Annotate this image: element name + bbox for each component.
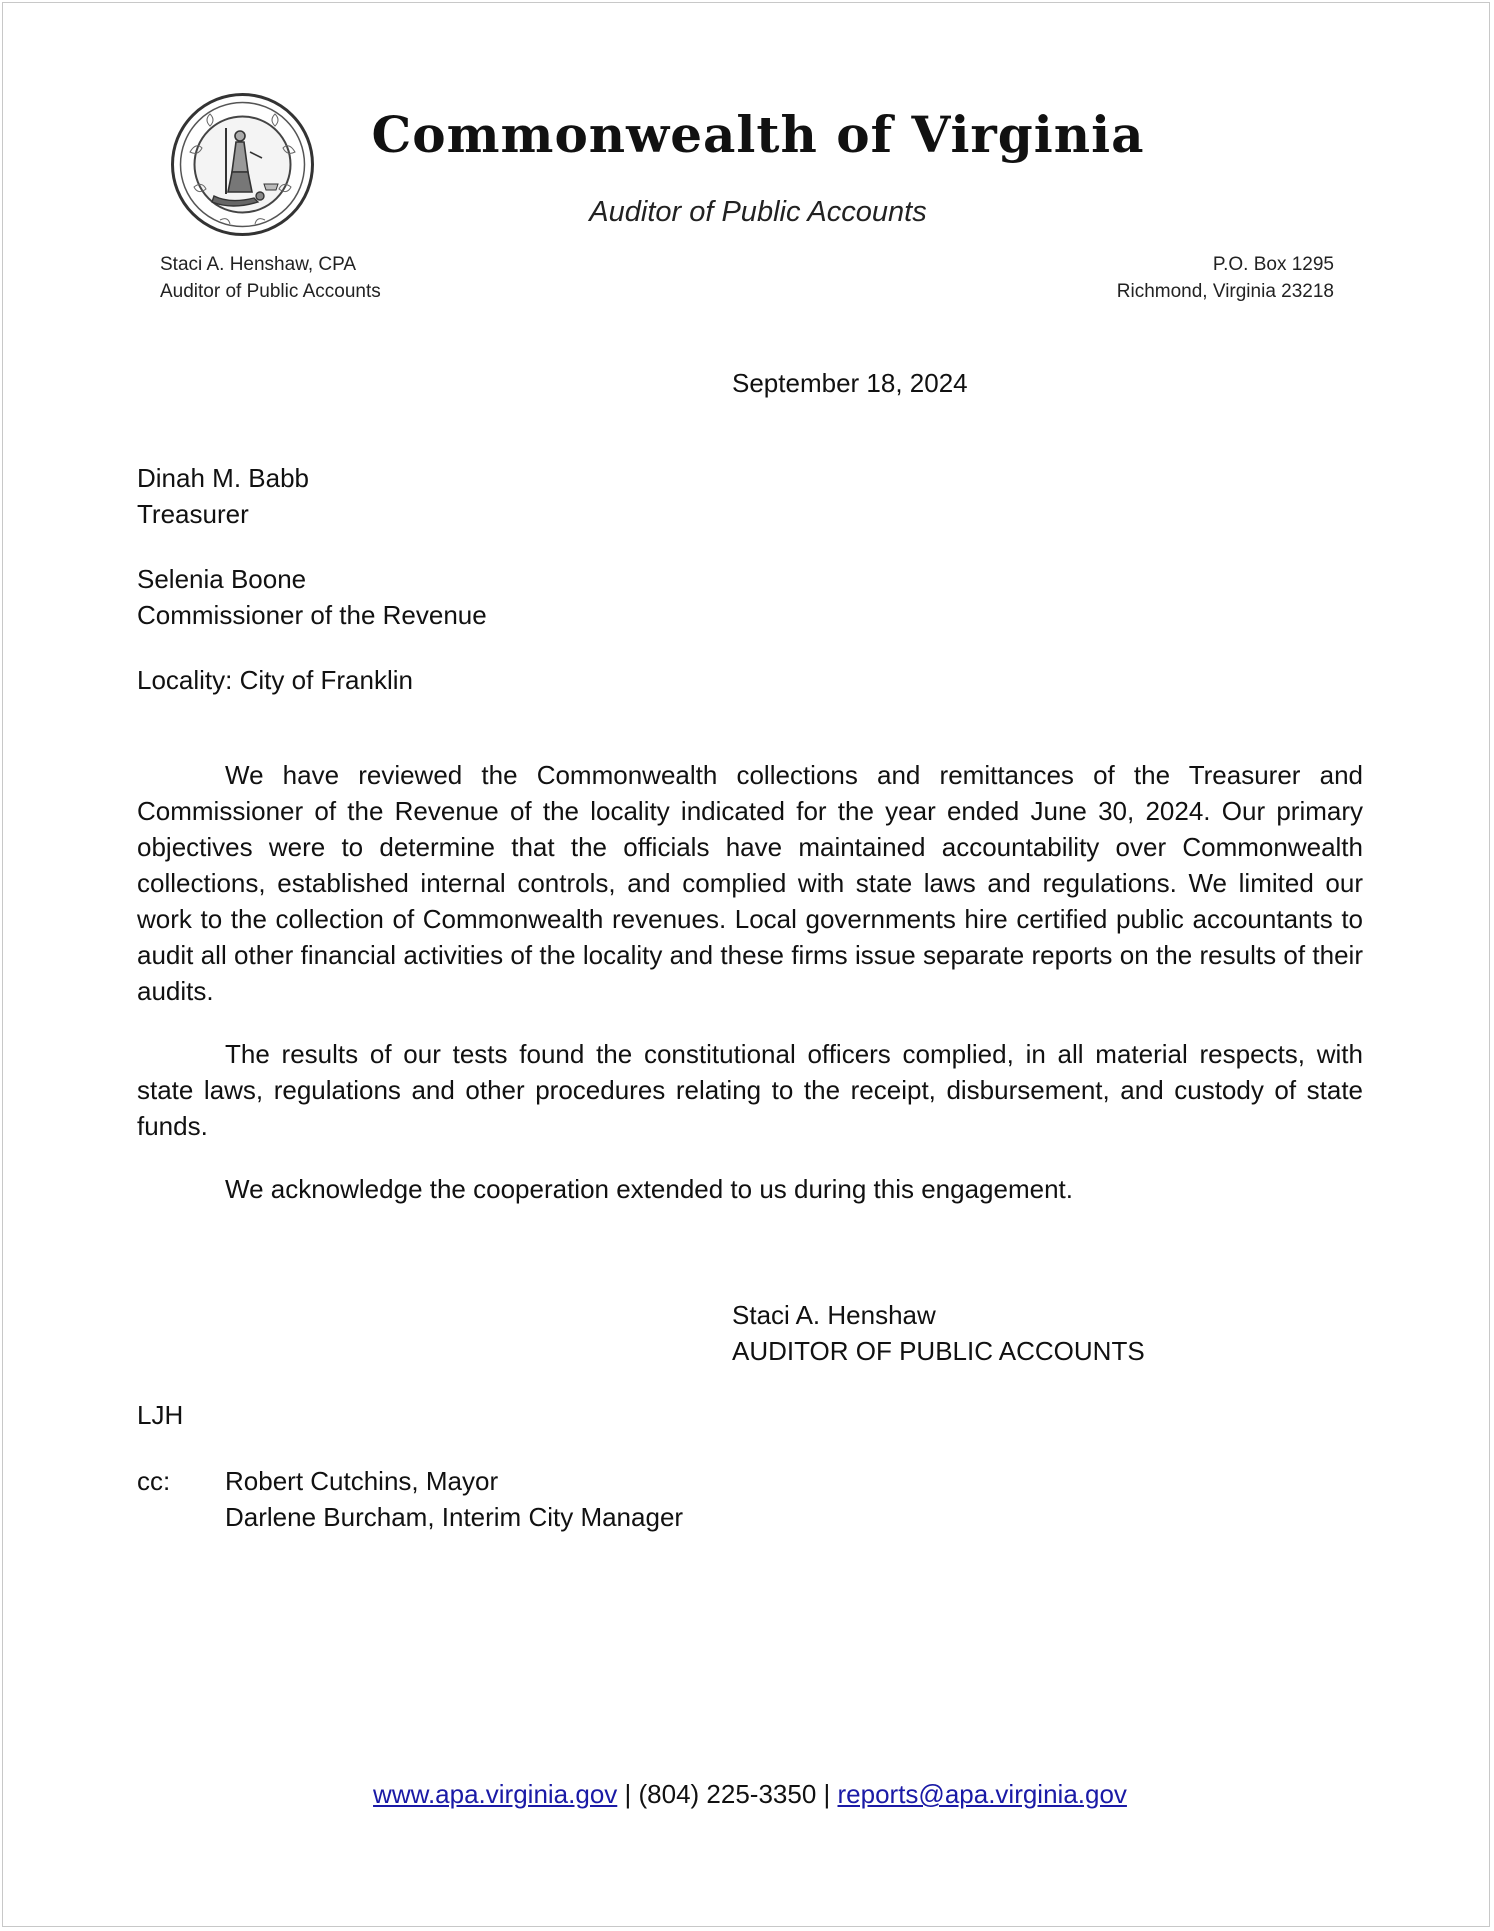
paragraph-3: We acknowledge the cooperation extended to us during this engagement. (225, 1174, 1073, 1204)
letterhead-address-block (1117, 251, 1334, 305)
footer-separator: | (816, 1779, 838, 1809)
locality-line: Locality: City of Franklin (137, 665, 413, 695)
recipient-2-name: Selenia Boone (137, 564, 307, 594)
recipient-1-title: Treasurer (137, 499, 249, 529)
cc-list (225, 1463, 683, 1535)
letterhead-title: Commonwealth of Virginia (371, 105, 1145, 164)
cc-label: cc: (137, 1466, 171, 1496)
auditor-role: Auditor of Public Accounts (160, 281, 381, 302)
recipient-1-name: Dinah M. Babb (137, 463, 309, 493)
recipient-2 (137, 561, 1363, 633)
footer (3, 1779, 1494, 1810)
initials: LJH (137, 1400, 184, 1430)
cc-recipient: Darlene Burcham, Interim City Manager (225, 1502, 684, 1532)
letterhead-subtitle: Auditor of Public Accounts (589, 196, 927, 228)
auditor-name: Staci A. Henshaw, CPA (160, 254, 357, 275)
website-link[interactable]: www.apa.virginia.gov (373, 1779, 618, 1809)
recipient-1 (137, 460, 1363, 532)
signature-block (732, 1297, 1145, 1369)
letter-page (2, 2, 1490, 1927)
virginia-seal-icon (170, 92, 315, 237)
paragraph-2: The results of our tests found the constitutional officers complied, in all material respects, with state laws, regulations and other procedures relating to the receipt, disbursement, and custody of state funds. (137, 1039, 1363, 1141)
paragraph-1: We have reviewed the Commonwealth collections and remittances of the Treasurer and Commissioner of the Revenue of the locality indicated for the year ended June 30, 2024. Our primary objectives were to determine that the officials have maintained accountability over Commonwealth collections, established internal controls, and complied with state laws and regulations. We limited our work to the collection of Commonwealth revenues. Local governments hire certified public accountants to audit all other financial activities of the locality and these firms issue separate reports on the results of their audits. (137, 760, 1363, 1006)
cc-recipient: Robert Cutchins, Mayor (225, 1466, 499, 1496)
phone-number: (804) 225-3350 (638, 1779, 817, 1809)
city-state-zip: Richmond, Virginia 23218 (1116, 281, 1334, 302)
letterhead-left-block (160, 251, 381, 305)
signature-name: Staci A. Henshaw (732, 1300, 936, 1330)
email-link[interactable]: reports@apa.virginia.gov (837, 1779, 1127, 1809)
recipient-2-title: Commissioner of the Revenue (137, 600, 487, 630)
footer-separator: | (617, 1779, 639, 1809)
po-box: P.O. Box 1295 (1212, 254, 1334, 275)
letter-date: September 18, 2024 (732, 368, 968, 398)
signature-title: AUDITOR OF PUBLIC ACCOUNTS (732, 1336, 1145, 1366)
